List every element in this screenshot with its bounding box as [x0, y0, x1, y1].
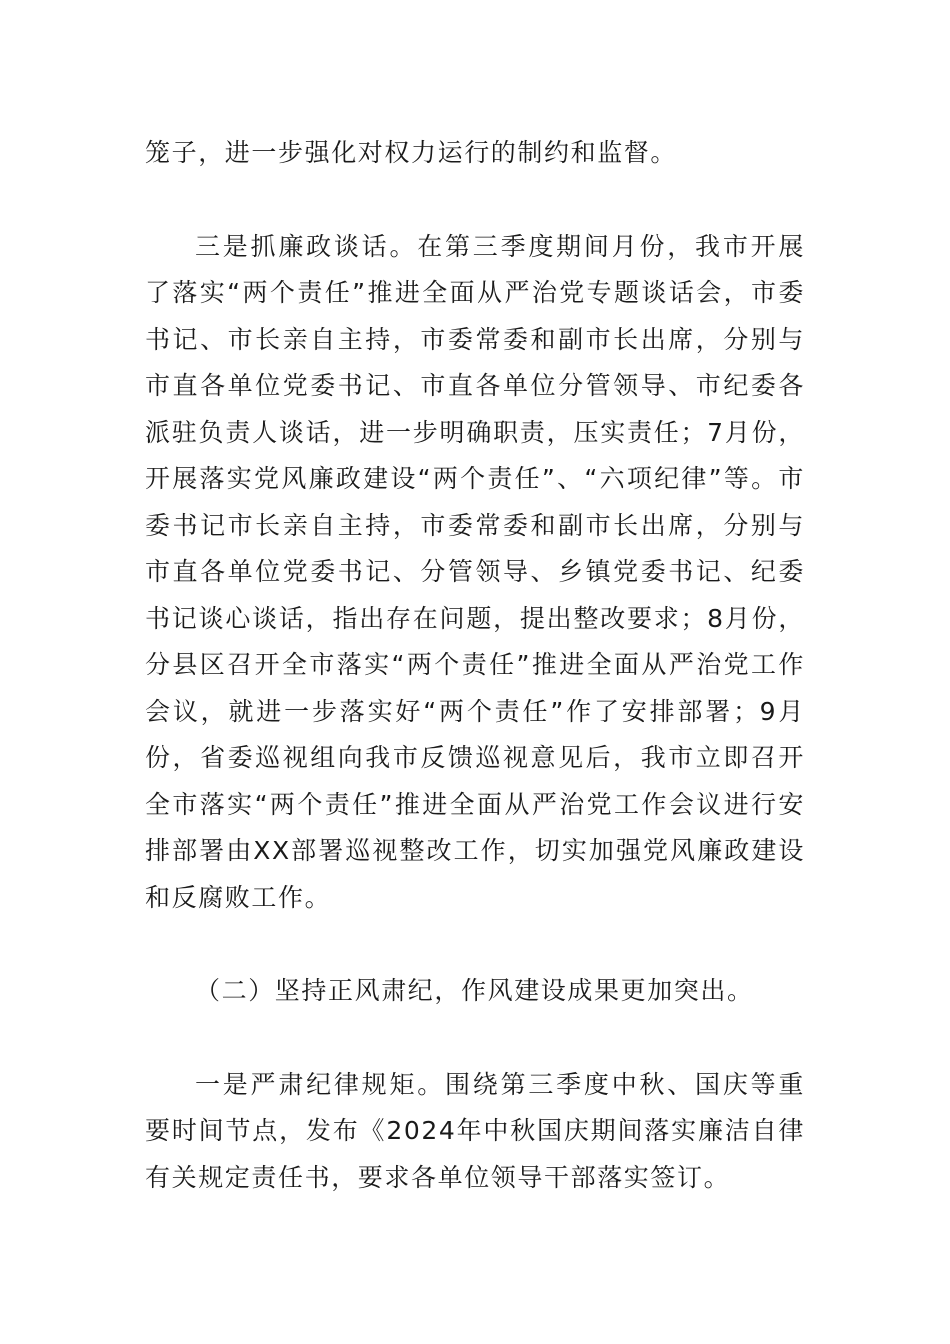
- document-body: [145, 130, 805, 1201]
- paragraph-integrity-talks: 三是抓廉政谈话。在第三季度期间月份，我市开展了落实“两个责任”推进全面从严治党专题谈话会，市委书记、市长亲自主持，市委常委和副市长出席，分别与市直各单位党委书记、市直各单位分管领导、市纪委各派驻负责人谈话，进一步明确职责，压实责任；7月份，开展落实党风廉政建设“两个责任”、“六项纪律”等。市委书记市长亲自主持，市委常委和副市长出席，分别与市直各单位党委书记、分管领导、乡镇党委书记、纪委书记谈心谈话，指出存在问题，提出整改要求；8月份，分县区召开全市落实“两个责任”推进全面从严治党工作会议，就进一步落实好“两个责任”作了安排部署；9月份，省委巡视组向我市反馈巡视意见后，我市立即召开全市落实“两个责任”推进全面从严治党工作会议进行安排部署由XX部署巡视整改工作，切实加强党风廉政建设和反腐败工作。: [145, 231, 805, 912]
- paragraph-continuation: 笼子，进一步强化对权力运行的制约和监督。: [145, 138, 678, 167]
- section-heading-2: （二）坚持正风肃纪，作风建设成果更加突出。: [195, 976, 754, 1005]
- paragraph-discipline-rules: 一是严肃纪律规矩。围绕第三季度中秋、国庆等重要时间节点，发布《2024年中秋国庆期间落实廉洁自律有关规定责任书，要求各单位领导干部落实签订。: [145, 1069, 805, 1192]
